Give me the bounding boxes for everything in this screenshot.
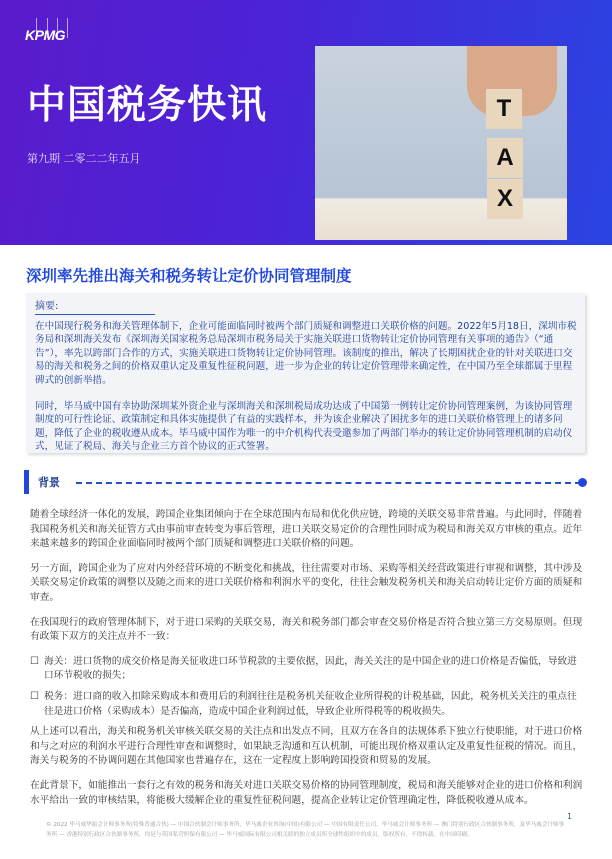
list-item-text: 税务：进口商的收入扣除采购成本和费用后的利润往往是税务机关征收企业所得税的计税基础，因此，税务机关关注的重点往往是进口价格（采购成本）是否偏高，造成中国企业利润过低，导致企业所得税等的税收损失。 [44, 690, 577, 717]
summary-box [26, 293, 585, 453]
issue-date: 第九期 二零二二年五月 [27, 152, 141, 165]
body-paragraph: 从上述可以看出，海关和税务机关审核关联交易的关注点和出发点不同，且双方在各自的法规体系下独立行使职能，对于进口价格和与之对应的利润水平进行合理性审查和调整时，如果缺乏沟通和互认机制，可能出现价格双重认定及重复性征税的情况。而且，海关与税务的不协调问题在其他国家也普遍存在，这在一定程度上影响跨国投资和贸易的发展。 [30, 726, 583, 767]
checkbox-bullet-icon: ☐ [30, 655, 39, 667]
block-t: T [486, 89, 522, 129]
page-number: 1 [567, 812, 573, 821]
tax-blocks-photo [315, 46, 567, 240]
list-item [30, 655, 586, 684]
block-a: A [487, 138, 523, 178]
section-divider [76, 482, 581, 484]
list-item [30, 690, 586, 719]
checkbox-bullet-icon: ☐ [30, 690, 39, 702]
body-paragraph: 随着全球经济一体化的发展，跨国企业集团倾向于在全球范围内布局和优化供应链，跨境的关联交易非常普遍。与此同时，伴随着我国税务机关和海关征管方式由事前审查转变为事后管理，进口关联交易定价的合理性同时成为税局和海关双方审核的重点。近年来越来越多的跨国企业面临同时被两个部门质疑和调整进口关联价格的问题。 [30, 509, 583, 550]
body-paragraph: 在此背景下，如能推出一套行之有效的税务和海关对进口关联交易价格的协同管理制度，税局和海关能够对企业的进口价格和利润水平给出一致的审核结果，将能极大缓解企业的重复性征税问题，提高企业转让定价管理确定性，降低税收遵从成本。 [30, 779, 583, 806]
section-heading-background: 背景 [38, 476, 60, 489]
summary-divider [35, 314, 155, 315]
summary-paragraph: 在中国现行税务和海关管理体制下，企业可能面临同时被两个部门质疑和调整进口关联价格的问题。2022年5月18日，深圳市税务局和深圳海关发布《深圳海关国家税务总局深圳市税务局关于实施关联进口货物转让定价协同管理有关事项的通告》（“通告”），率先以跨部门合作的方式，实施关联进口货物转让定价协同管理。该制度的推出，解决了长期困扰企业的针对关联进口交易的海关和税务之间的价格双重认定及重复性征税问题，进一步为企业的转让定价管理带来确定性，在中国乃至全球都属于里程碑式的创新举措。 [35, 321, 577, 386]
section-marker [24, 470, 29, 494]
block-x: X [487, 179, 523, 219]
cover-banner [0, 0, 612, 245]
body-paragraph: 在我国现行的政府管理体制下，对于进口采购的关联交易，海关和税务部门都会审查交易价格是否符合独立第三方交易原则。但现有政策下双方的关注点并不一致： [30, 616, 583, 643]
article-title: 深圳率先推出海关和税务转让定价协同管理制度 [26, 267, 352, 285]
publication-title: 中国税务快讯 [27, 83, 268, 128]
kpmg-logo: KPMG [25, 27, 65, 43]
body-paragraph: 另一方面，跨国企业为了应对内外经营环境的不断变化和挑战，往往需要对市场、采购等相关经营政策进行审视和调整，其中涉及关联交易定价政策的调整以及随之而来的进口关联价格和利润水平的变化，往往会触发税务机关和海关启动转让定价方面的质疑和审查。 [30, 562, 583, 603]
copyright-footer: © 2022 毕马威华振会计师事务所(特殊普通合伙) — 中国合伙制会计师事务所，毕马威企业咨询(中国)有限公司 — 中国有限责任公司，毕马威会计师事务所 — 澳门特别行政区合伙制事务所，及毕马威会计师事务所 — 香港特别行政区合伙制事务所，均是与英国私营担保有限公司 — 毕马威国际有限公司相关联的独立成员所全球性组织中的成员。版权所有，不得转载。在中国印刷。 [46, 822, 565, 838]
list-item-text: 海关：进口货物的成交价格是海关征收进口环节税款的主要依据，因此，海关关注的是中国企业的进口价格是否偏低，导致进口环节税收的损失； [44, 655, 577, 682]
summary-label: 摘要: [35, 301, 59, 312]
summary-paragraph: 同时，毕马威中国有幸协助深圳某外资企业与深圳海关和深圳税局成功达成了中国第一例转让定价协同管理案例，为该协同管理制度的可行性论证、政策制定和具体实施提供了有益的实践样本，并为该企业解决了困扰多年的进口关联价格管理上的诸多问题，降低了企业的税收遵从成本。毕马威中国作为唯一的中介机构代表受邀参加了两部门举办的转让定价协同管理机制的启动仪式，见证了税局、海关与企业三方首个协议的正式签署。 [35, 401, 573, 453]
divider-dot [578, 478, 587, 487]
background-body [30, 508, 586, 818]
